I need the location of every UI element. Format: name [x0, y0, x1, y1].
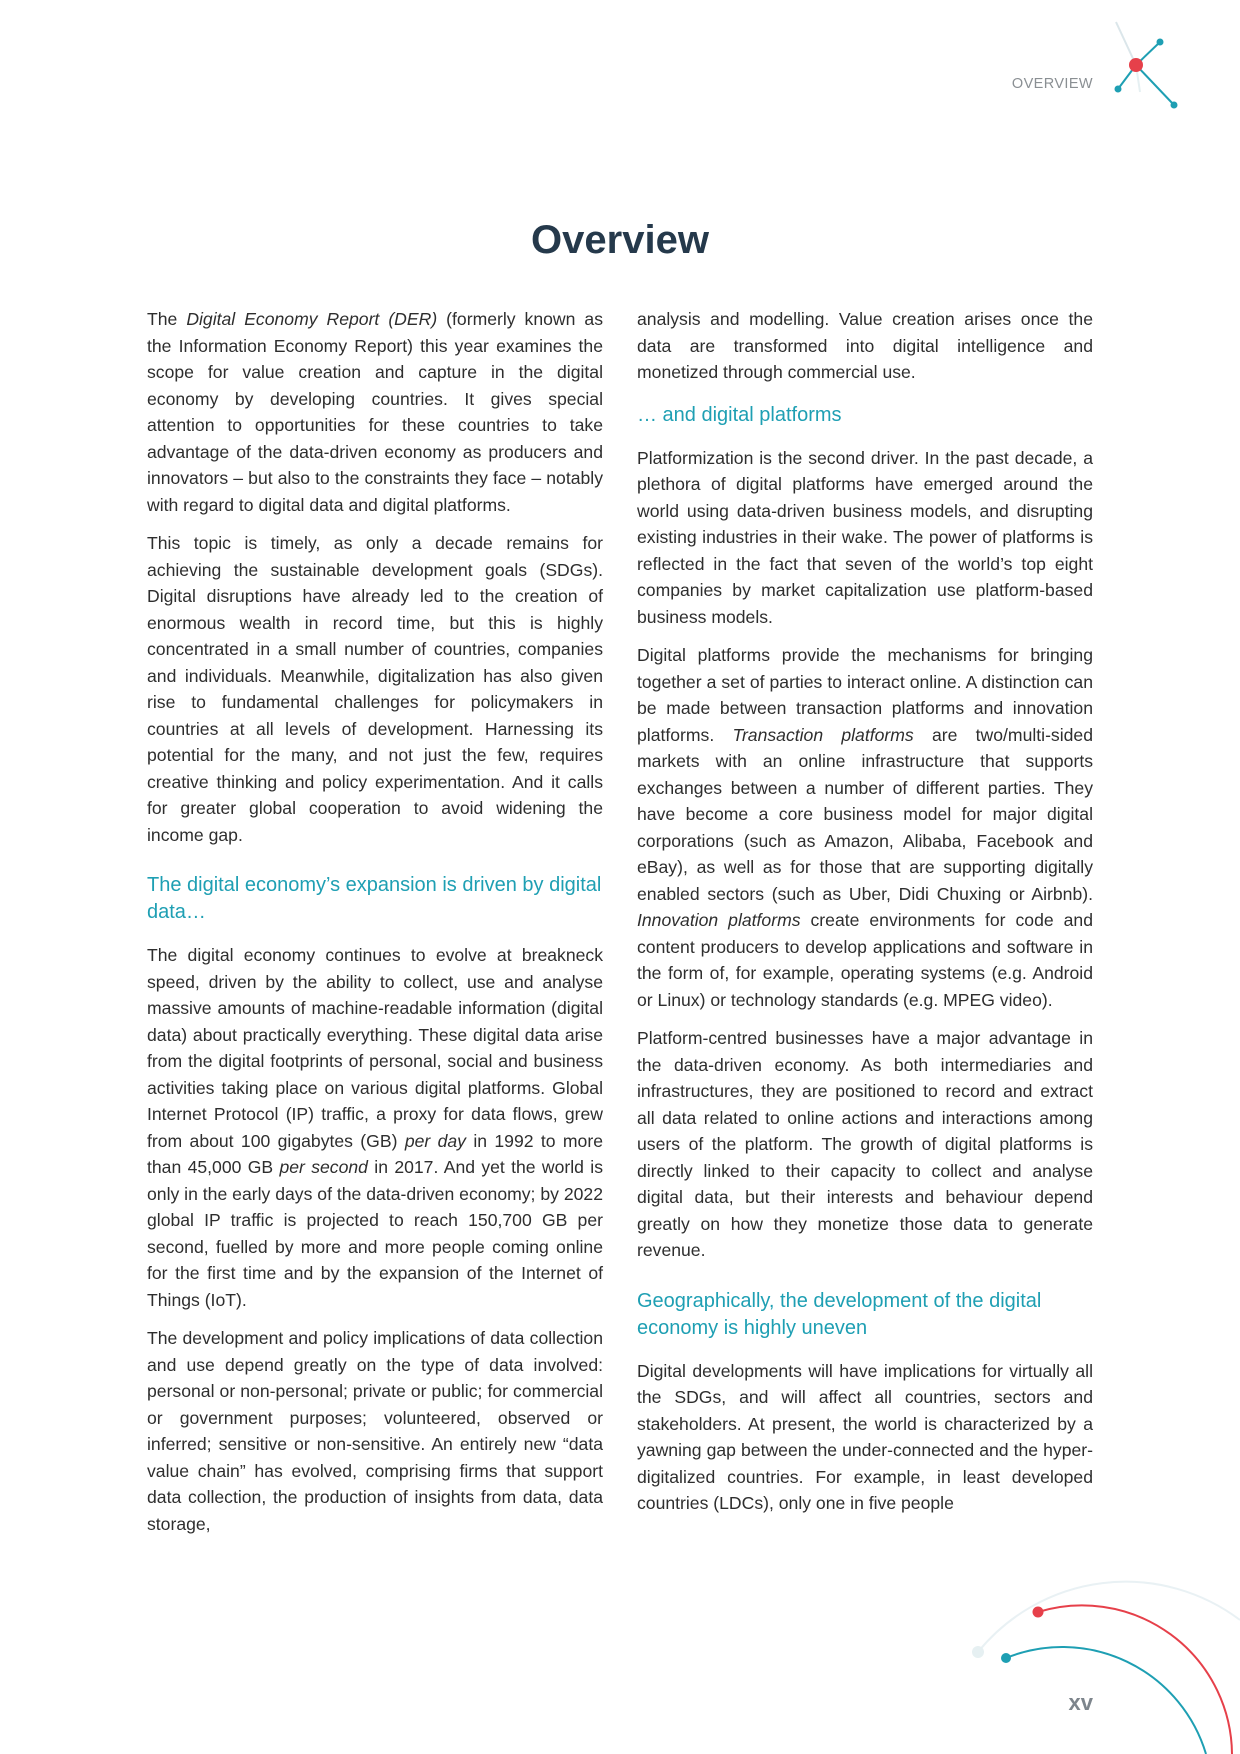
page-number: xv [1068, 1690, 1093, 1715]
data-value-chain-paragraph: The development and policy implications of data collection and use depend greatly on the type of data involved: personal or non-personal; private or public; for commercial or government purposes; volunteered, observed or inferred; sensitive or non-sensitive. An entirely new “data value chain” has evolved, comprising firms that support data collection, the production of insights from data, data storage, [147, 1328, 603, 1534]
running-header: OVERVIEW [1011, 76, 1093, 92]
digital-data-paragraph: The digital economy continues to evolve at breakneck speed, driven by the ability to collect, use and analyse massive amounts of machine-readable information (digital data) about practically everything. These digital data arise from the digital footprints of personal, social and business activities taking place on various digital platforms. Global Internet Protocol (IP) traffic, a proxy for data flows, grew from about 100 gigabytes (GB) per day in 1992 to more than 45,000 GB per second in 2017. And yet the world is only in the early days of the data-driven economy; by 2022 global IP traffic is projected to reach 150,700 GB per second, fuelled by more and more people coming online for the first time and by the expansion of the Internet of Things (IoT). [147, 945, 603, 1310]
digital-gap-paragraph: Digital developments will have implications for virtually all the SDGs, and will affect all countries, sectors and stakeholders. At present, the world is characterized by a yawning gap between the under-connected and the hyper-digitalized countries. For example, in least developed countries (LDCs), only one in five people [637, 1360, 1093, 1513]
orbit-arcs-icon [960, 1580, 1240, 1754]
page-title: Overview [531, 218, 709, 262]
network-nodes-icon [1100, 14, 1180, 114]
right-column [637, 306, 1093, 1529]
platformization-paragraph: Platformization is the second driver. In the past decade, a plethora of digital platforms have emerged around the world using data-driven business models, and disrupting existing industries in their wake. The power of platforms is reflected in the fact that seven of the world’s top eight companies by market capitalization use platform-based business models. [637, 447, 1093, 627]
platform-advantage-paragraph: Platform-centred businesses have a major advantage in the data-driven economy. As both intermediaries and infrastructures, they are positioned to record and extract all data related to online actions and interactions among users of the platform. The growth of digital platforms is directly linked to their capacity to collect and analyse digital data, but their interests and behaviour depend greatly on how they monetize those data to generate revenue. [637, 1028, 1093, 1260]
timeliness-paragraph: This topic is timely, as only a decade remains for achieving the sustainable development goals (SDGs). Digital disruptions have already led to the creation of enormous wealth in record time, but this is highly concentrated in a small number of countries, companies and individuals. Meanwhile, digitalization has also given rise to fundamental challenges for policymakers in countries at all levels of development. Harnessing its potential for the many, and not just the few, requires creative thinking and policy experimentation. And it calls for greater global cooperation to avoid widening the income gap. [147, 533, 603, 845]
platform-types-paragraph: Digital platforms provide the mechanisms for bringing together a set of parties to interact online. A distinction can be made between transaction platforms and innovation platforms. Transaction platforms are two/multi-sided markets with an online infrastructure that supports exchanges between a number of different parties. They have become a core business model for major digital corporations (such as Amazon, Alibaba, Facebook and eBay), as well as for those that are supporting digitally enabled sectors (such as Uber, Didi Chuxing or Airbnb). Innovation platforms create environments for code and content producers to develop applications and software in the form of, for example, operating systems (e.g. Android or Linux) or technology standards (e.g. MPEG video). [637, 645, 1093, 1010]
value-creation-paragraph: analysis and modelling. Value creation arises once the data are transformed into digital intelligence and monetized through commercial use. [637, 309, 1093, 382]
section-heading-digital-data: The digital economy’s expansion is driven by digital data… [147, 874, 602, 923]
left-column [147, 306, 603, 1549]
section-heading-geography: Geographically, the development of the digital economy is highly uneven [637, 1289, 1042, 1339]
intro-paragraph: The Digital Economy Report (DER) (formerly known as the Information Economy Report) this year examines the scope for value creation and capture in the digital economy by developing countries. It gives special attention to opportunities for these countries to take advantage of the data-driven economy as producers and innovators – but also to the constraints they face – notably with regard to digital data and digital platforms. [147, 309, 603, 515]
section-heading-digital-platforms: … and digital platforms [637, 403, 842, 426]
